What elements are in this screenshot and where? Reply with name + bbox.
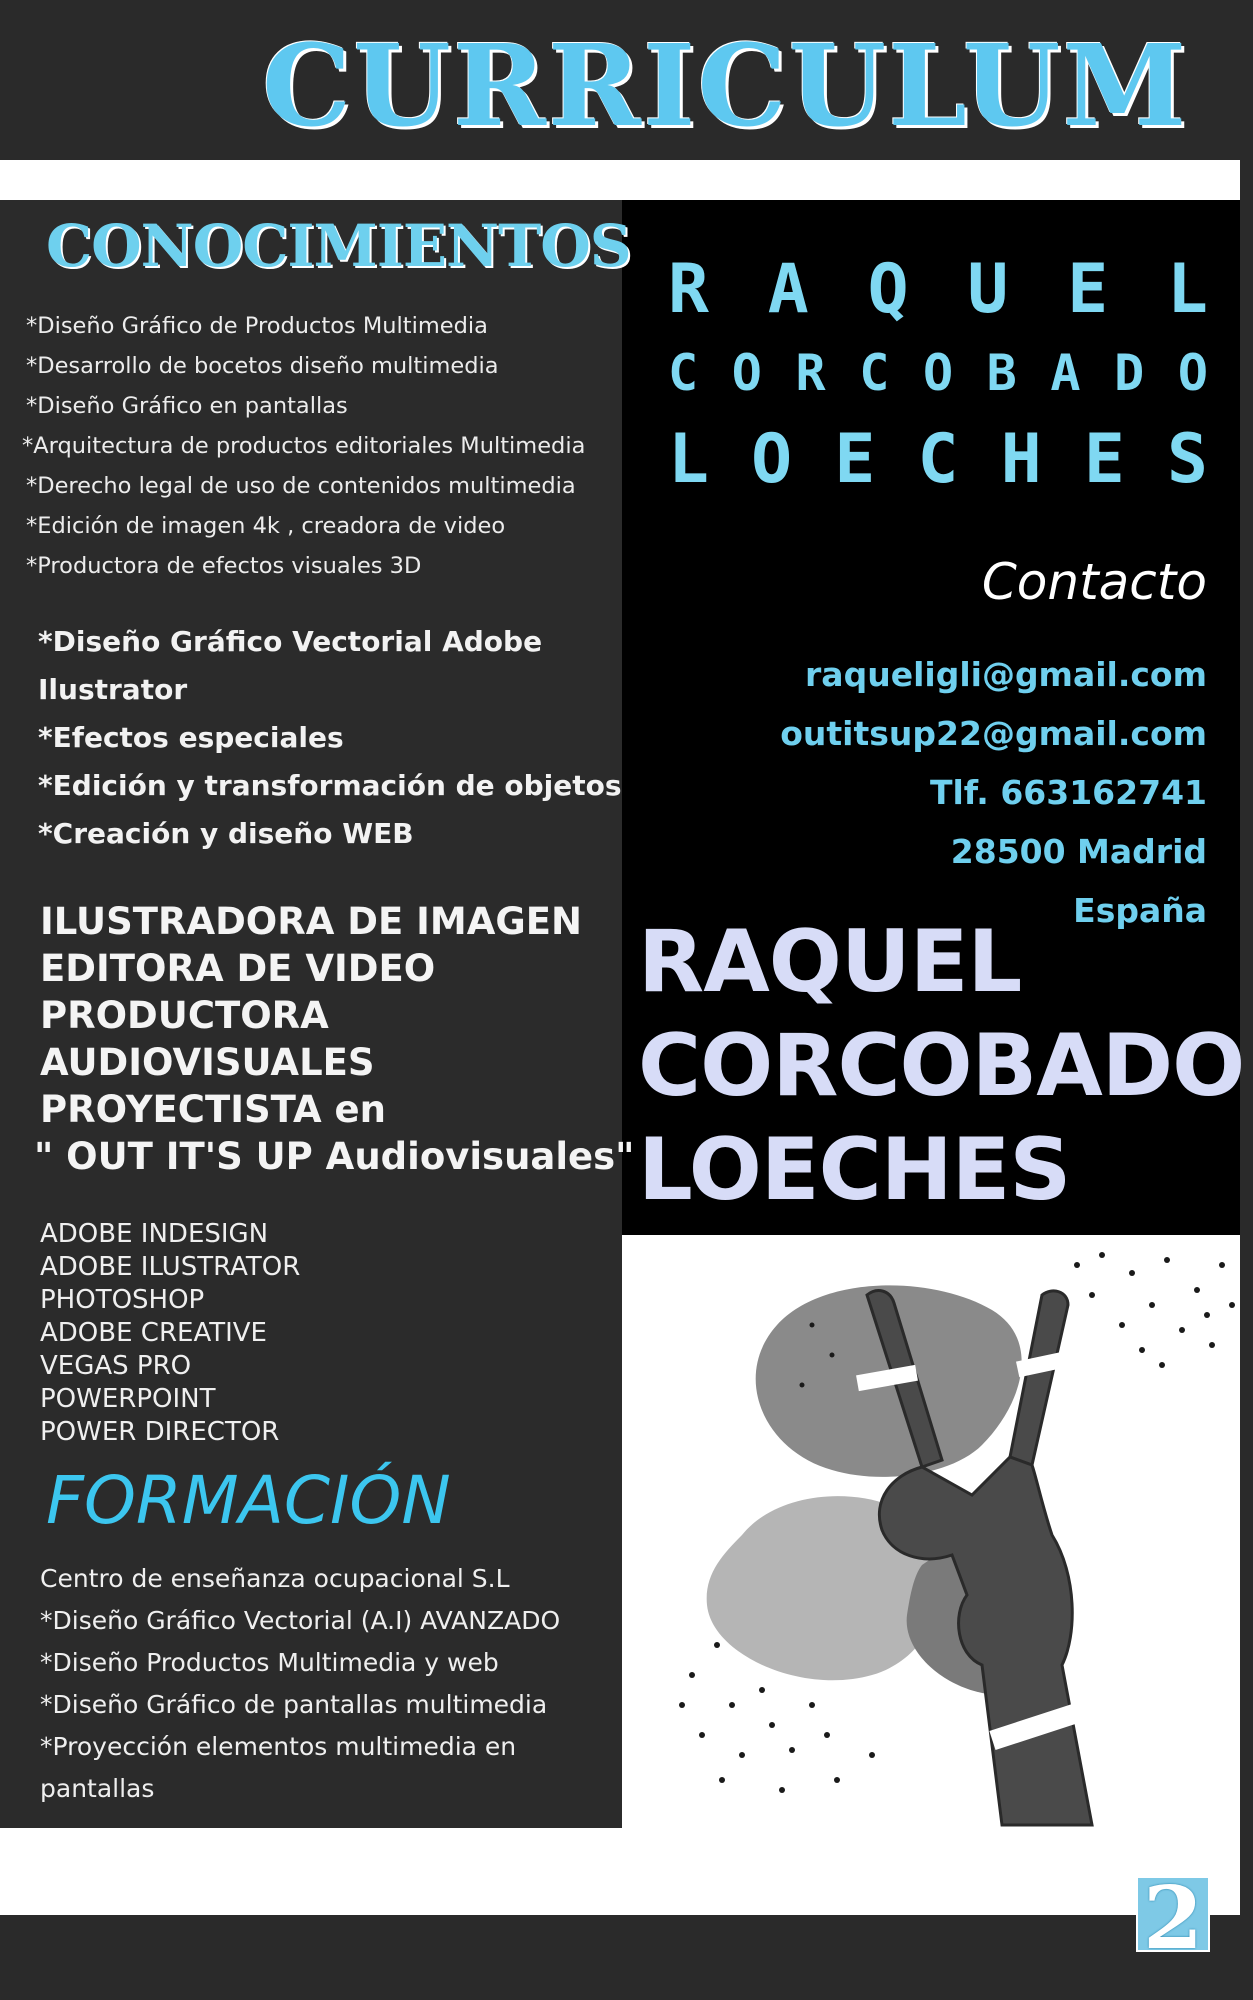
email-link[interactable]: raqueligli@gmail.com (805, 655, 1207, 694)
knowledge-item: *Desarrollo de bocetos diseño multimedia (26, 353, 499, 379)
knowledge-item: *Productora de efectos visuales 3D (26, 553, 422, 579)
stylized-letter: B (986, 344, 1017, 402)
knowledge-item: *Diseño Gráfico de Productos Multimedia (26, 313, 488, 339)
software-item: ADOBE CREATIVE (40, 1318, 267, 1348)
knowledge-item: *Edición de imagen 4k , creadora de video (26, 513, 506, 539)
peace-hand-icon (622, 1235, 1240, 1828)
name-line: CORCOBADO (638, 1016, 1245, 1116)
stylized-letter: C (859, 344, 890, 402)
stylized-letter: D (1114, 344, 1145, 402)
stylized-letter: S (1167, 420, 1208, 499)
phone-number: Tlf. 663162741 (929, 773, 1207, 812)
name-line: LOECHES (638, 1120, 1071, 1220)
formacion-item: pantallas (40, 1774, 155, 1803)
stylized-letter: R (795, 344, 826, 402)
conocimientos-heading: CONOCIMIENTOS (46, 212, 631, 280)
stylized-letter: O (1177, 344, 1208, 402)
role-item: AUDIOVISUALES (40, 1041, 375, 1084)
page-title: CURRICULUM (262, 21, 1189, 152)
knowledge-item: *Diseño Gráfico en pantallas (26, 393, 348, 419)
skill-item: Ilustrator (38, 673, 188, 706)
stylized-letter: C (668, 344, 699, 402)
stylized-letter: H (1000, 420, 1042, 499)
software-item: POWER DIRECTOR (40, 1417, 280, 1447)
country: España (1073, 891, 1207, 930)
stylized-letter: O (731, 344, 762, 402)
name-line: RAQUEL (638, 912, 1022, 1012)
stylized-letter: R (668, 250, 709, 329)
formacion-item: *Diseño Gráfico Vectorial (A.I) AVANZADO (40, 1606, 561, 1635)
stylized-letter: A (1050, 344, 1081, 402)
stylized-name-line-3 (668, 420, 1208, 499)
skill-item: *Efectos especiales (38, 721, 344, 754)
contact-heading: Contacto (981, 553, 1207, 611)
stylized-name-line-1 (668, 250, 1208, 329)
contact-list (780, 645, 1207, 940)
stylized-letter: O (751, 420, 793, 499)
stylized-letter: Q (867, 250, 909, 329)
role-item: PRODUCTORA (40, 994, 329, 1037)
formacion-item: *Diseño Productos Multimedia y web (40, 1648, 499, 1677)
software-item: PHOTOSHOP (40, 1285, 205, 1315)
skills-list (38, 618, 622, 858)
role-item: PROYECTISTA en (40, 1088, 386, 1131)
knowledge-list (22, 306, 586, 586)
knowledge-item: *Derecho legal de uso de contenidos multimedia (26, 473, 576, 499)
stylized-letter: E (1083, 420, 1125, 499)
formacion-item: *Proyección elementos multimedia en (40, 1732, 517, 1761)
software-item: ADOBE ILUSTRATOR (40, 1252, 301, 1282)
stylized-letter: L (1166, 250, 1208, 329)
full-name (638, 910, 1244, 1222)
formacion-list (40, 1558, 560, 1810)
stylized-name-line-2 (668, 344, 1208, 402)
stylized-letter: E (1067, 250, 1109, 329)
page-number: 2 (1136, 1876, 1210, 1952)
formacion-item: *Diseño Gráfico de pantallas multimedia (40, 1690, 548, 1719)
skill-item: *Diseño Gráfico Vectorial Adobe (38, 625, 543, 658)
formacion-heading: FORMACIÓN (46, 1462, 451, 1539)
software-item: ADOBE INDESIGN (40, 1219, 269, 1249)
software-list (40, 1218, 300, 1449)
role-item: " OUT IT'S UP Audiovisuales" (34, 1135, 635, 1178)
skill-item: *Creación y diseño WEB (38, 817, 414, 850)
stylized-letter: O (922, 344, 954, 402)
stylized-letter: A (767, 250, 809, 329)
software-item: VEGAS PRO (40, 1351, 192, 1381)
stylized-letter: C (917, 420, 959, 499)
city: 28500 Madrid (950, 832, 1207, 871)
skill-item: *Edición y transformación de objetos (38, 769, 622, 802)
formacion-item: Centro de enseñanza ocupacional S.L (40, 1564, 510, 1593)
role-item: EDITORA DE VIDEO (40, 947, 436, 990)
software-item: POWERPOINT (40, 1384, 216, 1414)
stylized-letter: L (668, 420, 709, 499)
role-item: ILUSTRADORA DE IMAGEN (40, 900, 582, 943)
stylized-letter: E (834, 420, 876, 499)
stylized-letter: U (967, 250, 1009, 329)
bottom-bar (0, 1915, 1253, 2000)
roles-list (34, 898, 635, 1180)
peace-hand-illustration (622, 1235, 1240, 1828)
knowledge-item: *Arquitectura de productos editoriales Multimedia (22, 433, 586, 459)
email-link[interactable]: outitsup22@gmail.com (780, 714, 1207, 753)
